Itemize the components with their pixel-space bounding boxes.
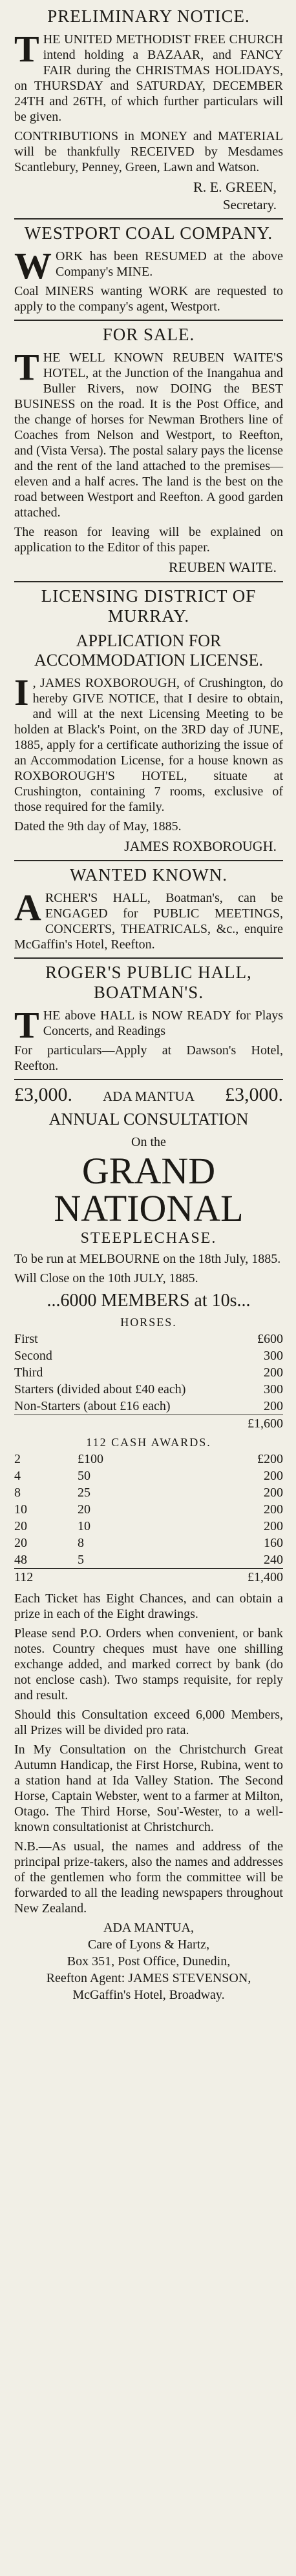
- coal-heading: WESTPORT COAL COMPANY.: [24, 223, 273, 243]
- table-row: 10 20 200: [14, 1502, 283, 1517]
- members: ...6000 MEMBERS at 10s...: [47, 1291, 251, 1311]
- church-body: THE UNITED METHODIST FREE CHURCH intend holding a BAZAAR, and FANCY FAIR during the CHRISTMAS HOLIDAYS, on THURSDAY and SATURDAY, DECEMBER 24TH and 26TH, of which further particulars will be given.: [14, 28, 283, 124]
- table-row: Starters (divided about £40 each) 300: [14, 1382, 283, 1396]
- consult-p5: N.B.—As usual, the names and address of the principal prize-takers, also the names and addresses of the gentlemen who form the committee will be forwarded to all the leading newspapers throughout New Zealand.: [14, 1839, 283, 1916]
- divider: [14, 860, 283, 861]
- consult-p1: Each Ticket has Eight Chances, and can obtain a prize in each of the Eight drawings.: [14, 1591, 283, 1621]
- table-row: 20 8 160: [14, 1536, 283, 1550]
- divider: [14, 218, 283, 220]
- run-at: To be run at MELBOURNE on the 18th July, 1885.: [14, 1252, 281, 1266]
- table-row: First £600: [14, 1332, 283, 1346]
- sale-heading: FOR SALE.: [102, 325, 195, 344]
- license-dated: Dated the 9th day of May, 1885.: [14, 819, 182, 833]
- horses-heading: HORSES.: [120, 1316, 177, 1329]
- consult-signer: ADA MANTUA,: [103, 1921, 194, 1935]
- license-subheading: APPLICATION FOR ACCOMMODATION LICENSE.: [34, 631, 263, 670]
- consult-p3: Should this Consultation exceed 6,000 Members, all Prizes will be divided pro rata.: [14, 1708, 283, 1737]
- church-heading: PRELIMINARY NOTICE.: [47, 6, 250, 26]
- divider: [14, 1079, 283, 1080]
- consult-agent-address: McGaffin's Hotel, Broadway.: [72, 1988, 225, 2002]
- church-bazaar-notice: [14, 6, 283, 213]
- table-total-row: 112 £1,400: [14, 1569, 283, 1586]
- church-signer: R. E. GREEN,: [193, 179, 277, 195]
- roger-hall-notice: [14, 963, 283, 1074]
- divider: [14, 957, 283, 959]
- license-heading: LICENSING DISTRICT OF MURRAY.: [41, 586, 257, 626]
- consult-address-2: Box 351, Post Office, Dunedin,: [67, 1954, 231, 1968]
- divider: [14, 581, 283, 582]
- table-row: 2 £100 £200: [14, 1452, 283, 1466]
- coal-body: WORK has been RESUMED at the above Company's MINE.: [14, 245, 283, 287]
- table-row: Non-Starters (about £16 each) 200: [14, 1399, 283, 1413]
- consult-p2: Please send P.O. Orders when convenient, or bank notes. Country cheques must have one shilling exchange added, and marked correct by bank (do not enclose cash). Two stamps requisite, for reply and result.: [14, 1626, 283, 1702]
- table-row: Second 300: [14, 1349, 283, 1363]
- coal-miners: Coal MINERS wanting WORK are requested to apply to the company's agent, Westport.: [14, 284, 283, 314]
- price-line: [14, 1084, 283, 1106]
- church-signer-title: Secretary.: [222, 197, 277, 212]
- grand-national: GRAND NATIONAL: [54, 1150, 244, 1229]
- roger-heading: ROGER'S PUBLIC HALL, BOATMAN'S.: [45, 963, 252, 1002]
- license-application: [14, 586, 283, 855]
- archer-heading: WANTED KNOWN.: [70, 865, 227, 884]
- sale-signer: REUBEN WAITE.: [168, 559, 277, 575]
- cash-heading: 112 CASH AWARDS.: [86, 1436, 211, 1449]
- table-row: 20 10 200: [14, 1519, 283, 1533]
- price-right: £3,000.: [225, 1084, 283, 1105]
- price-left: £3,000.: [14, 1084, 72, 1105]
- cash-table: [14, 1451, 283, 1586]
- table-row: Third 200: [14, 1365, 283, 1380]
- consult-address-1: Care of Lyons & Hartz,: [87, 1937, 210, 1952]
- annual-consultation: ANNUAL CONSULTATION: [48, 1110, 249, 1129]
- consult-agent: Reefton Agent: JAMES STEVENSON,: [46, 1971, 251, 1985]
- archer-body: ARCHER'S HALL, Boatman's, can be ENGAGED for PUBLIC MEETINGS, CONCERTS, THEATRICALS, &c., enquire McGaffin's Hotel, Reefton.: [14, 886, 283, 952]
- coal-company-notice: [14, 223, 283, 314]
- consultation-ad: [14, 1084, 283, 2003]
- sale-reason: The reason for leaving will be explained on application to the Editor of this paper.: [14, 525, 283, 555]
- church-contributions: CONTRIBUTIONS in MONEY and MATERIAL will be thankfully RECEIVED by Mesdames Scantlebury, Penney, Green, Lawn and Watson.: [14, 129, 283, 174]
- closes: Will Close on the 10th JULY, 1885.: [14, 1271, 198, 1285]
- on-the: On the: [131, 1135, 166, 1149]
- table-row: 8 25 200: [14, 1486, 283, 1500]
- horses-table: [14, 1331, 283, 1432]
- license-signer: JAMES ROXBOROUGH.: [124, 838, 277, 854]
- hotel-for-sale: [14, 325, 283, 576]
- license-body: I , JAMES ROXBOROUGH, of Crushington, do hereby GIVE NOTICE, that I desire to obtain, and will at the next Licensing Meeting to be holden at Black's Point, on the 3RD day of JUNE, 1885, apply for a certificate authorizing the issue of an Accommodation License, for a house known as ROXBOROUGH'S HOTEL, situate at Crushington, containing 7 rooms, exclusive of those required for the family.: [14, 671, 283, 814]
- table-row: 4 50 200: [14, 1469, 283, 1483]
- table-row: 48 5 240: [14, 1553, 283, 1567]
- price-mid: ADA MANTUA: [103, 1089, 195, 1104]
- steeplechase: STEEPLECHASE.: [80, 1230, 217, 1247]
- consult-p4: In My Consultation on the Christchurch Great Autumn Handicap, the First Horse, Rubina, went to a station hand at Ida Valley Station. The Second Horse, Captain Webster, went to a farmer at Milton, Otago. The Third Horse, Sou'-Wester, to a well-known consultationist at Christchurch.: [14, 1743, 283, 1834]
- roger-body: THE above HALL is NOW READY for Plays Concerts, and Readings: [14, 1004, 283, 1046]
- archer-hall-notice: [14, 865, 283, 952]
- sale-body: THE WELL KNOWN REUBEN WAITE'S HOTEL, at the Junction of the Inangahua and Buller Rivers, now DOING the BEST BUSINESS on the road. It is the Post Office, and the change of horses for Newman Brothers line of Coaches from Nelson and Westport, to Reefton, and (Vista Versa). The postal salary pays the license and the rent of the land attached to the premises—eleven and a half acres. The land is the best on the road between Westport and Reefton. A good garden attached.: [14, 346, 283, 520]
- divider: [14, 320, 283, 321]
- roger-apply: For particulars—Apply at Dawson's Hotel, Reefton.: [14, 1043, 283, 1073]
- table-total-row: £1,600: [14, 1415, 283, 1433]
